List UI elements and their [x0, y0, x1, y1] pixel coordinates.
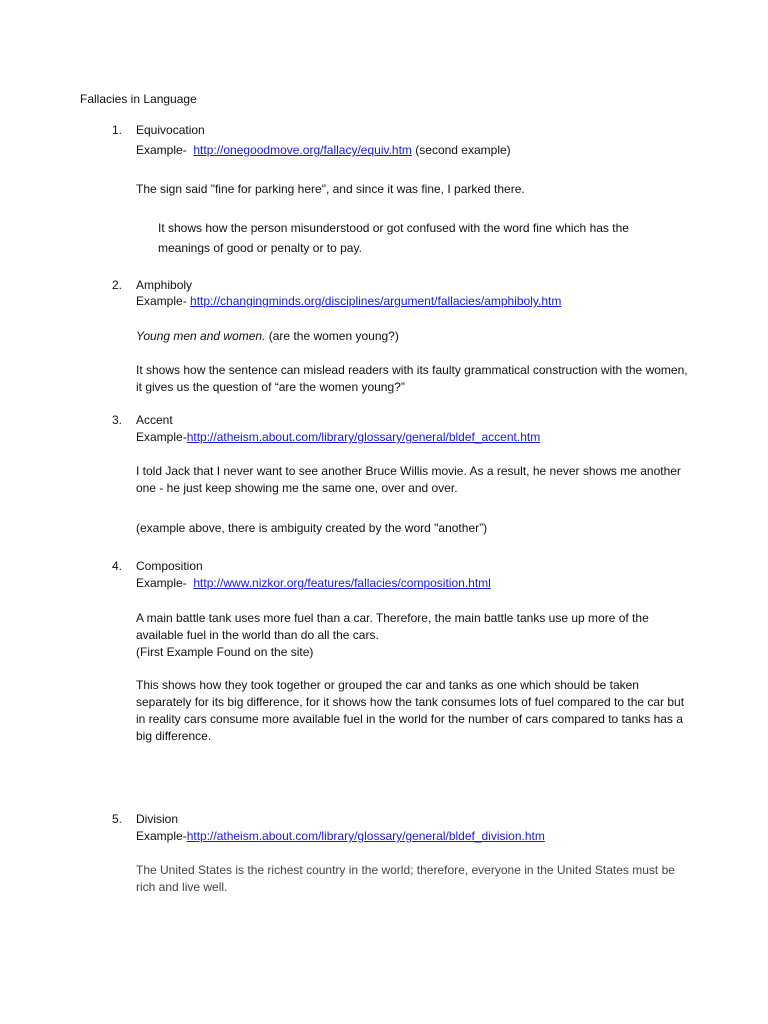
example-line — [136, 829, 545, 843]
example-label: Example- — [136, 829, 187, 843]
example-line — [136, 430, 540, 444]
example-text — [136, 329, 399, 343]
example-link-accent[interactable]: http://atheism.about.com/library/glossary/general/bldef_accent.htm — [186, 430, 541, 444]
section-number: 5. — [112, 812, 123, 826]
example-link-composition[interactable]: http://www.nizkor.org/features/fallacies/composition.html — [193, 576, 491, 590]
example-link-amphiboly[interactable]: http://changingminds.org/disciplines/argument/fallacies/amphiboly.htm — [190, 294, 562, 308]
example-text: The United States is the richest country in the world; therefore, everyone in the United States must be rich and live well. — [136, 863, 675, 894]
section-number: 3. — [112, 413, 123, 427]
section-heading-accent: Accent — [136, 413, 173, 427]
example-question: (are the women young?) — [268, 329, 399, 343]
example-note: (First Example Found on the site) — [136, 645, 314, 659]
example-text: I told Jack that I never want to see another Bruce Willis movie. As a result, he never shows me another one - he just keep showing me the same one, over and over. — [136, 464, 681, 495]
example-text: The sign said "fine for parking here", and since it was fine, I parked there. — [136, 182, 525, 196]
example-label: Example- — [136, 294, 187, 308]
example-suffix: (second example) — [415, 143, 511, 157]
explanation-text: It shows how the person misunderstood or got confused with the word fine which has the meanings of good or penalty or to pay. — [158, 221, 629, 255]
explanation-text: This shows how they took together or grouped the car and tanks as one which should be taken separately for its big difference, for it shows how the tank consumes lots of fuel compared to the car but in reality cars consume more available fuel in the world for the number of cars compared to tanks has a big difference. — [136, 678, 685, 743]
example-italic: Young men and women. — [136, 329, 266, 343]
example-line — [136, 143, 511, 157]
example-text: A main battle tank uses more fuel than a car. Therefore, the main battle tanks use up more of the available fuel in the world than do all the cars. — [136, 611, 649, 642]
explanation-text: It shows how the sentence can mislead readers with its faulty grammatical construction with the women, it gives us the question of “are the women young?” — [136, 363, 688, 394]
example-label: Example- — [136, 143, 187, 157]
section-heading-division: Division — [136, 812, 179, 826]
example-line — [136, 294, 561, 308]
section-heading-composition: Composition — [136, 559, 203, 573]
example-link-division[interactable]: http://atheism.about.com/library/glossary/general/bldef_division.htm — [186, 829, 545, 843]
example-label: Example- — [136, 576, 187, 590]
section-number: 4. — [112, 559, 123, 573]
section-heading-amphiboly: Amphiboly — [136, 278, 193, 292]
example-label: Example- — [136, 430, 187, 444]
section-number: 2. — [112, 278, 123, 292]
section-heading-equivocation: Equivocation — [136, 123, 205, 137]
example-line — [136, 576, 491, 590]
section-number: 1. — [112, 123, 123, 137]
example-link-equivocation[interactable]: http://onegoodmove.org/fallacy/equiv.htm — [193, 143, 412, 157]
explanation-text: (example above, there is ambiguity created by the word "another”) — [136, 521, 488, 535]
document-title: Fallacies in Language — [80, 92, 197, 106]
